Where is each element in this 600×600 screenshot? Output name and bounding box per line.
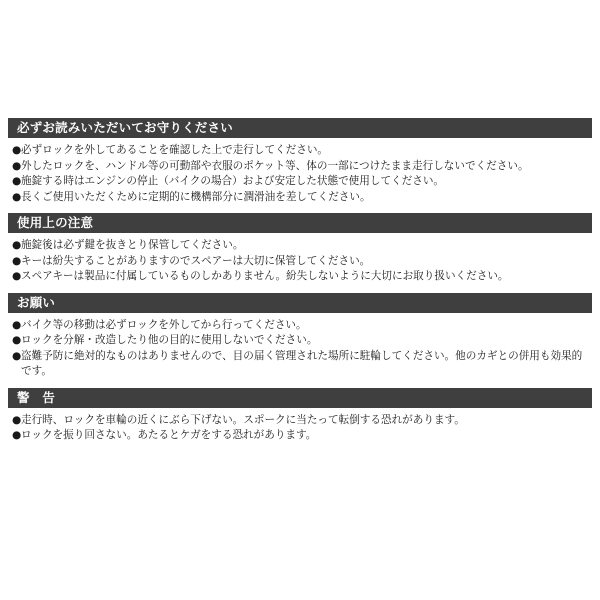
section-title: 警 告 <box>8 388 592 408</box>
section-precautions <box>8 118 592 205</box>
section-title: 使用上の注意 <box>8 213 592 233</box>
bullet-icon: ● <box>12 159 22 172</box>
warning-list <box>8 413 592 444</box>
list-item <box>8 254 592 270</box>
list-item <box>8 238 592 254</box>
precautions-list <box>8 143 592 205</box>
list-item <box>8 269 592 285</box>
requests-list <box>8 318 592 380</box>
bullet-icon: ● <box>12 254 22 267</box>
bullet-icon: ● <box>12 239 22 251</box>
bullet-icon: ● <box>12 334 22 346</box>
list-item <box>8 159 592 175</box>
list-item <box>8 428 592 444</box>
instruction-document <box>8 118 592 452</box>
list-item-text: ロックを振り回さない。あたるとケガをする恐れがあります。 <box>21 429 317 441</box>
list-item-text: ロックを分解・改造したり他の目的に使用しないでください。 <box>21 334 318 346</box>
list-item-text: 走行時、ロックを車輪の近くにぶら下げない。スポークに当たって転倒する恐れがあります。 <box>21 413 465 426</box>
bullet-icon: ● <box>12 144 22 156</box>
bullet-icon: ● <box>12 318 22 331</box>
list-item <box>8 318 592 334</box>
section-title: お願い <box>8 293 592 313</box>
bullet-icon: ● <box>12 349 22 362</box>
list-item-text: 外したロックを、ハンドル等の可動部や衣服のポケット等、体の一部につけたまま走行しないでください。 <box>21 159 529 172</box>
list-item <box>8 349 592 380</box>
bullet-icon: ● <box>12 429 22 441</box>
bullet-icon: ● <box>12 175 22 187</box>
list-item-text: 盗難予防に絶対的なものはありませんので、目の届く管理された場所に駐輪してください。他のカギとの併用も効果的です。 <box>21 349 583 377</box>
list-item-text: 長くご使用いただくために定期的に機構部分に潤滑油を差してください。 <box>21 190 371 203</box>
list-item-text: 必ずロックを外してあることを確認した上で走行してください。 <box>21 144 329 156</box>
list-item <box>8 333 592 349</box>
list-item <box>8 143 592 159</box>
list-item-text: バイク等の移動は必ずロックを外してから行ってください。 <box>21 318 307 331</box>
section-warning <box>8 388 592 444</box>
list-item-text: 施錠する時はエンジンの停止（バイクの場合）および安定した状態で使用してください。 <box>21 175 445 187</box>
list-item-text: キーは紛失することがありますのでスペアーは大切に保管してください。 <box>21 254 371 267</box>
list-item <box>8 190 592 206</box>
list-item <box>8 413 592 429</box>
section-title: 必ずお読みいただいてお守りください <box>8 118 592 138</box>
section-requests <box>8 293 592 380</box>
section-usage-notes <box>8 213 592 285</box>
bullet-icon: ● <box>12 190 22 203</box>
list-item-text: スペアキーは製品に付属しているものしかありません。紛失しないように大切にお取り扱いください。 <box>21 270 509 282</box>
list-item-text: 施錠後は必ず鍵を抜きとり保管してください。 <box>21 239 244 251</box>
list-item <box>8 174 592 190</box>
usage-notes-list <box>8 238 592 285</box>
bullet-icon: ● <box>12 413 22 426</box>
bullet-icon: ● <box>12 270 22 282</box>
